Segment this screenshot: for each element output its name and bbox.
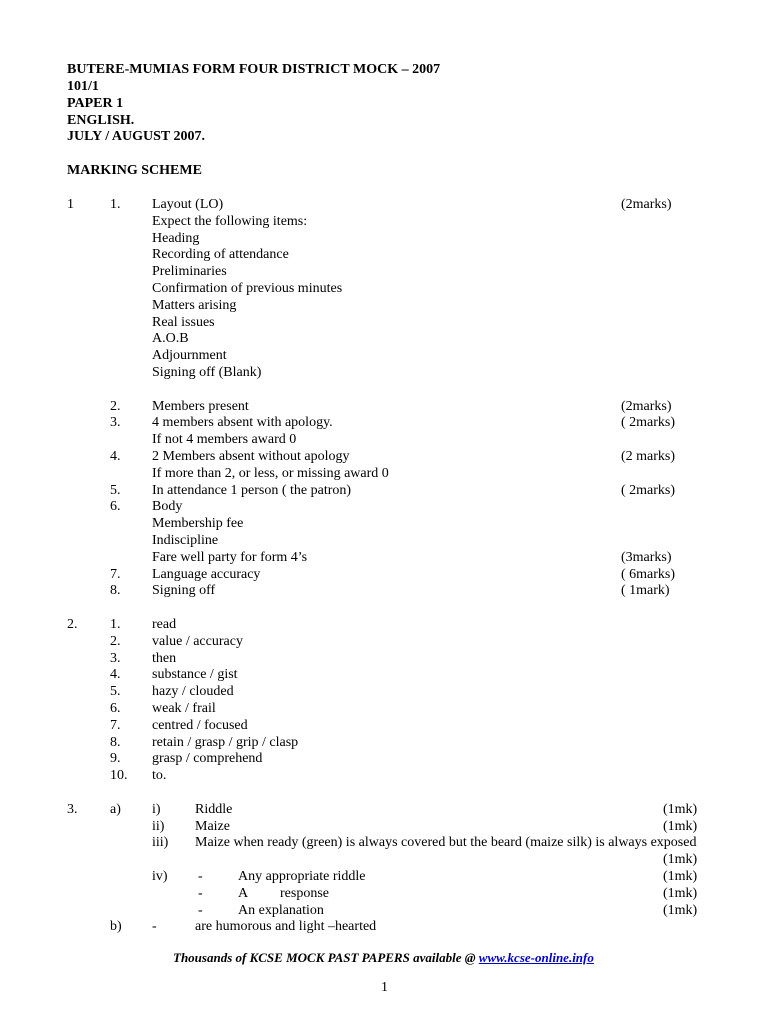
list-item: Expect the following items: (152, 214, 308, 229)
list-item: hazy / clouded (152, 684, 234, 699)
question-number: 1 (67, 197, 74, 212)
item-number: 9. (110, 751, 121, 766)
sub-label: iii) (152, 835, 169, 850)
dash: - (198, 903, 203, 918)
marks: (1mk) (663, 869, 698, 884)
item-number: 3. (110, 651, 121, 666)
dash: - (198, 886, 203, 901)
document-title: BUTERE-MUMIAS FORM FOUR DISTRICT MOCK – 2007 (67, 62, 441, 77)
list-item: Layout (LO) (152, 197, 224, 212)
list-item: Signing off (152, 583, 216, 598)
list-item: are humorous and light –hearted (195, 919, 377, 934)
marks: ( 1mark) (621, 583, 670, 598)
list-item: Heading (152, 231, 200, 246)
footer-text: Thousands of KCSE MOCK PAST PAPERS available @ (173, 950, 479, 965)
dash: - (198, 869, 203, 884)
list-item: An explanation (238, 903, 324, 918)
footer-link[interactable]: www.kcse-online.info (478, 950, 594, 965)
list-item: 2 Members absent without apology (152, 449, 350, 464)
list-item: Indiscipline (152, 533, 219, 548)
item-number: 3. (110, 415, 121, 430)
marks: (2marks) (621, 197, 672, 212)
list-item: Any appropriate riddle (238, 869, 366, 884)
item-number: 1. (110, 197, 121, 212)
marks: (2 marks) (621, 449, 676, 464)
marks: ( 6marks) (621, 567, 676, 582)
item-number: 2. (110, 634, 121, 649)
item-number: 6. (110, 499, 121, 514)
dash: - (152, 919, 157, 934)
sub-label: ii) (152, 819, 165, 834)
list-item: substance / gist (152, 667, 238, 682)
marks: (1mk) (663, 802, 698, 817)
item-number: 4. (110, 449, 121, 464)
marks: (1mk) (663, 886, 698, 901)
marks: (3marks) (621, 550, 672, 565)
list-item: In attendance 1 person ( the patron) (152, 483, 352, 498)
list-item: If more than 2, or less, or missing award 0 (152, 466, 389, 481)
list-item: read (152, 617, 177, 632)
sub-label: i) (152, 802, 161, 817)
footer-note (173, 949, 594, 966)
marks: (2marks) (621, 399, 672, 414)
question-number: 2. (67, 617, 78, 632)
item-number: 2. (110, 399, 121, 414)
exam-date: JULY / AUGUST 2007. (67, 129, 205, 144)
list-item: Body (152, 499, 183, 514)
part-label: b) (110, 919, 122, 934)
list-item: response (280, 886, 329, 901)
item-number: 5. (110, 684, 121, 699)
item-number: 8. (110, 583, 121, 598)
list-item: Real issues (152, 315, 215, 330)
sub-label: iv) (152, 869, 168, 884)
list-item: Riddle (195, 802, 233, 817)
list-item: Matters arising (152, 298, 237, 313)
list-item: centred / focused (152, 718, 248, 733)
list-item: Signing off (Blank) (152, 365, 262, 380)
marks: ( 2marks) (621, 415, 676, 430)
item-number: 10. (110, 768, 128, 783)
list-item: to. (152, 768, 167, 783)
marks: (1mk) (663, 903, 698, 918)
list-item: Language accuracy (152, 567, 261, 582)
list-item: Confirmation of previous minutes (152, 281, 343, 296)
paper-number: PAPER 1 (67, 96, 124, 111)
list-item: Maize (195, 819, 230, 834)
list-item: 4 members absent with apology. (152, 415, 333, 430)
item-number: 7. (110, 718, 121, 733)
item-number: 5. (110, 483, 121, 498)
list-item: A (238, 886, 249, 901)
part-label: a) (110, 802, 121, 817)
item-number: 4. (110, 667, 121, 682)
paper-code: 101/1 (67, 79, 99, 94)
list-item: Adjournment (152, 348, 227, 363)
question-number: 3. (67, 802, 78, 817)
subject: ENGLISH. (67, 113, 135, 128)
list-item: retain / grasp / grip / clasp (152, 735, 299, 750)
item-number: 8. (110, 735, 121, 750)
list-item: If not 4 members award 0 (152, 432, 297, 447)
list-item: grasp / comprehend (152, 751, 263, 766)
item-number: 1. (110, 617, 121, 632)
item-number: 7. (110, 567, 121, 582)
list-item: Membership fee (152, 516, 244, 531)
section-heading: MARKING SCHEME (67, 163, 202, 178)
marks: (1mk) (663, 852, 698, 867)
list-item: Maize when ready (green) is always covered but the beard (maize silk) is always exposed (195, 835, 697, 850)
list-item: Preliminaries (152, 264, 227, 279)
list-item: Members present (152, 399, 249, 414)
list-item: Fare well party for form 4’s (152, 550, 308, 565)
list-item: value / accuracy (152, 634, 243, 649)
marks: ( 2marks) (621, 483, 676, 498)
page-number: 1 (381, 980, 388, 995)
item-number: 6. (110, 701, 121, 716)
list-item: A.O.B (152, 331, 189, 346)
list-item: then (152, 651, 177, 666)
list-item: Recording of attendance (152, 247, 289, 262)
list-item: weak / frail (152, 701, 216, 716)
marks: (1mk) (663, 819, 698, 834)
